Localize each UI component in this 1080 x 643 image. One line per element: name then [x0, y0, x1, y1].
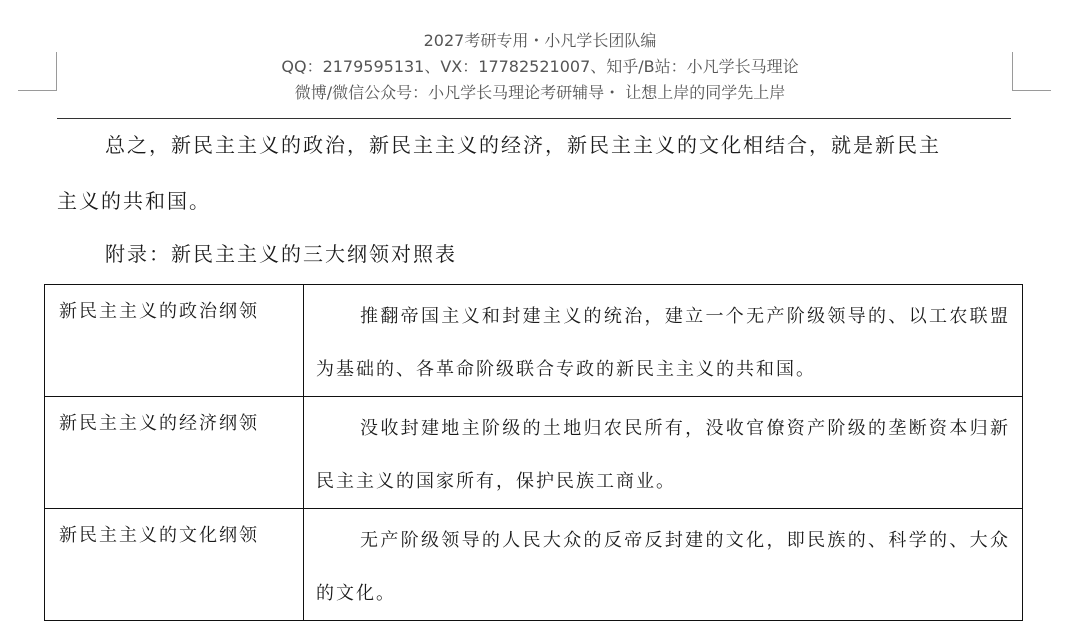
program-name-cell: 新民主主义的文化纲领: [45, 509, 304, 621]
program-content-cell: [304, 285, 1023, 397]
appendix-title: 附录：新民主主义的三大纲领对照表: [105, 242, 457, 266]
program-name-cell: 新民主主义的政治纲领: [45, 285, 304, 397]
summary-paragraph-line1: 总之，新民主主义的政治，新民主主义的经济，新民主主义的文化相结合，就是新民主: [105, 133, 941, 157]
table-row: [45, 397, 1023, 509]
program-content-text: 无产阶级领导的人民大众的反帝反封建的文化，即民族的、科学的、大众的文化。: [316, 530, 1010, 604]
page-header: [0, 28, 1080, 106]
summary-paragraph-line2: 主义的共和国。: [57, 189, 211, 213]
table-row: [45, 285, 1023, 397]
program-content-cell: [304, 509, 1023, 621]
program-name-cell: 新民主主义的经济纲领: [45, 397, 304, 509]
program-content-cell: [304, 397, 1023, 509]
program-content-text: 推翻帝国主义和封建主义的统治，建立一个无产阶级领导的、以工农联盟为基础的、各革命阶级联合专政的新民主主义的共和国。: [316, 306, 1010, 380]
table-row: [45, 509, 1023, 621]
program-comparison-table: [44, 284, 1023, 621]
program-content-text: 没收封建地主阶级的土地归农民所有，没收官僚资产阶级的垄断资本归新民主主义的国家所有，保护民族工商业。: [316, 418, 1010, 492]
header-contact: QQ：2179595131、VX：17782521007、知乎/B站：小凡学长马理论: [281, 57, 799, 76]
header-title: 2027考研专用・小凡学长团队编: [423, 31, 657, 50]
header-slogan: 微博/微信公众号：小凡学长马理论考研辅导・ 让想上岸的同学先上岸: [294, 83, 786, 102]
header-divider: [57, 118, 1011, 119]
